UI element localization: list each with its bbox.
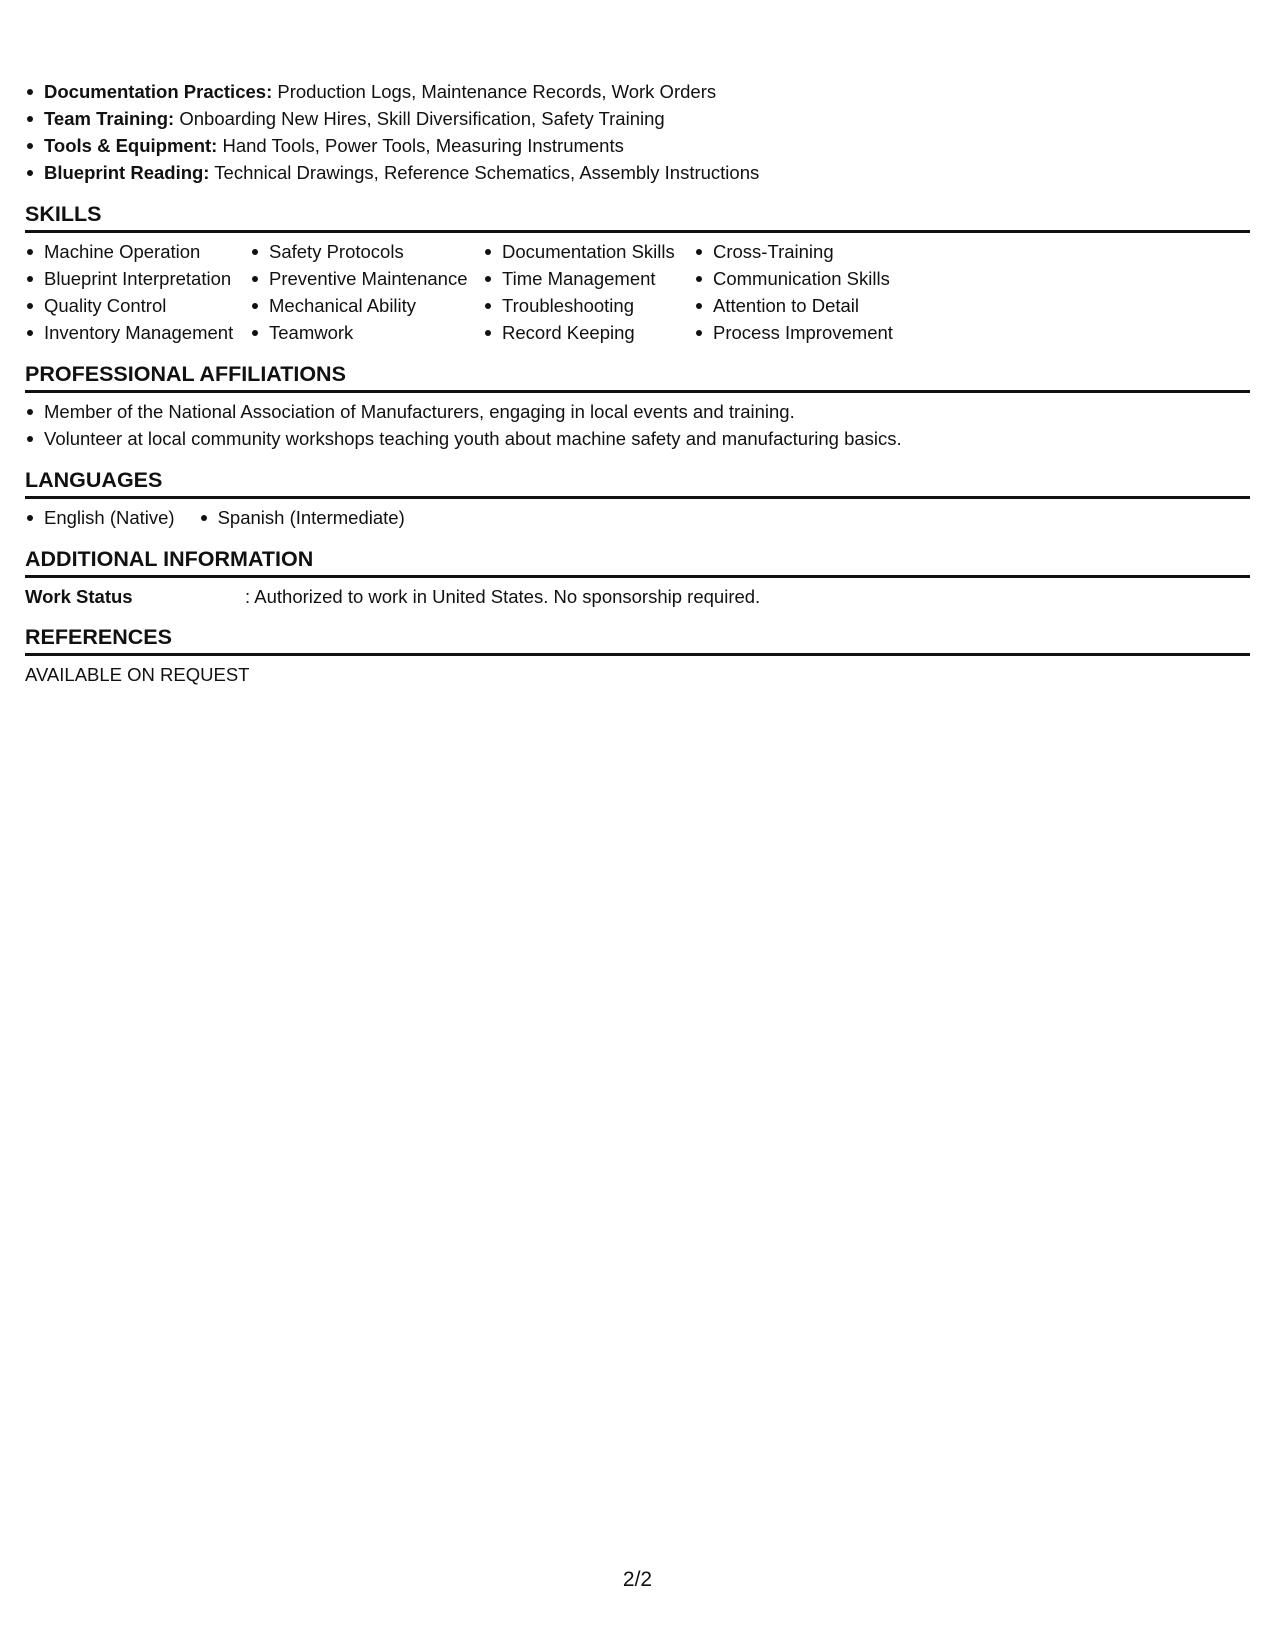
list-item: Spanish (Intermediate): [199, 504, 405, 531]
list-item: Mechanical Ability: [250, 292, 483, 319]
skills-grid: [25, 238, 1250, 346]
section-heading: SKILLS: [25, 200, 1250, 233]
work-status-value: : Authorized to work in United States. No sponsorship required.: [245, 586, 761, 607]
list-item: English (Native): [25, 504, 175, 531]
list-item: Preventive Maintenance: [250, 265, 483, 292]
list-item: Safety Protocols: [250, 238, 483, 265]
references-section: [25, 623, 1250, 689]
expertise-list: [25, 78, 1250, 186]
languages-list: [25, 504, 1250, 531]
affiliations-list: [25, 398, 1250, 452]
skills-section: [25, 200, 1250, 346]
list-item: Blueprint Interpretation: [25, 265, 250, 292]
list-item: Communication Skills: [694, 265, 954, 292]
affiliations-section: [25, 360, 1250, 452]
list-item: Documentation Skills: [483, 238, 694, 265]
item-label: Team Training:: [44, 108, 175, 129]
list-item: Time Management: [483, 265, 694, 292]
item-text: Onboarding New Hires, Skill Diversification, Safety Training: [174, 108, 665, 129]
languages-section: [25, 466, 1250, 531]
skills-column: [250, 238, 483, 346]
list-item: [25, 105, 1250, 132]
skills-column: [483, 238, 694, 346]
list-item: Quality Control: [25, 292, 250, 319]
item-label: Documentation Practices:: [44, 81, 273, 102]
skills-column: [25, 238, 250, 346]
list-item: Inventory Management: [25, 319, 250, 346]
work-status-row: [25, 583, 1250, 611]
item-label: Blueprint Reading:: [44, 162, 210, 183]
list-item: [25, 132, 1250, 159]
list-item: Cross-Training: [694, 238, 954, 265]
references-text: AVAILABLE ON REQUEST: [25, 664, 250, 685]
item-label: Tools & Equipment:: [44, 135, 218, 156]
section-heading: ADDITIONAL INFORMATION: [25, 545, 1250, 578]
list-item: Volunteer at local community workshops teaching youth about machine safety and manufacturing basics.: [25, 425, 1250, 452]
list-item: Record Keeping: [483, 319, 694, 346]
item-text: Technical Drawings, Reference Schematics, Assembly Instructions: [209, 162, 760, 183]
section-heading: PROFESSIONAL AFFILIATIONS: [25, 360, 1250, 393]
section-heading: REFERENCES: [25, 623, 1250, 656]
item-text: Hand Tools, Power Tools, Measuring Instruments: [217, 135, 624, 156]
list-item: [25, 159, 1250, 186]
work-status-label: Work Status: [25, 586, 133, 607]
list-item: Attention to Detail: [694, 292, 954, 319]
section-heading: LANGUAGES: [25, 466, 1250, 499]
resume-page: [25, 78, 1250, 689]
additional-info-section: [25, 545, 1250, 611]
item-text: Production Logs, Maintenance Records, Work Orders: [272, 81, 717, 102]
list-item: Machine Operation: [25, 238, 250, 265]
list-item: [25, 78, 1250, 105]
list-item: Teamwork: [250, 319, 483, 346]
skills-column: [694, 238, 954, 346]
list-item: Member of the National Association of Manufacturers, engaging in local events and training.: [25, 398, 1250, 425]
list-item: Process Improvement: [694, 319, 954, 346]
list-item: Troubleshooting: [483, 292, 694, 319]
page-number: 2/2: [622, 1568, 653, 1591]
